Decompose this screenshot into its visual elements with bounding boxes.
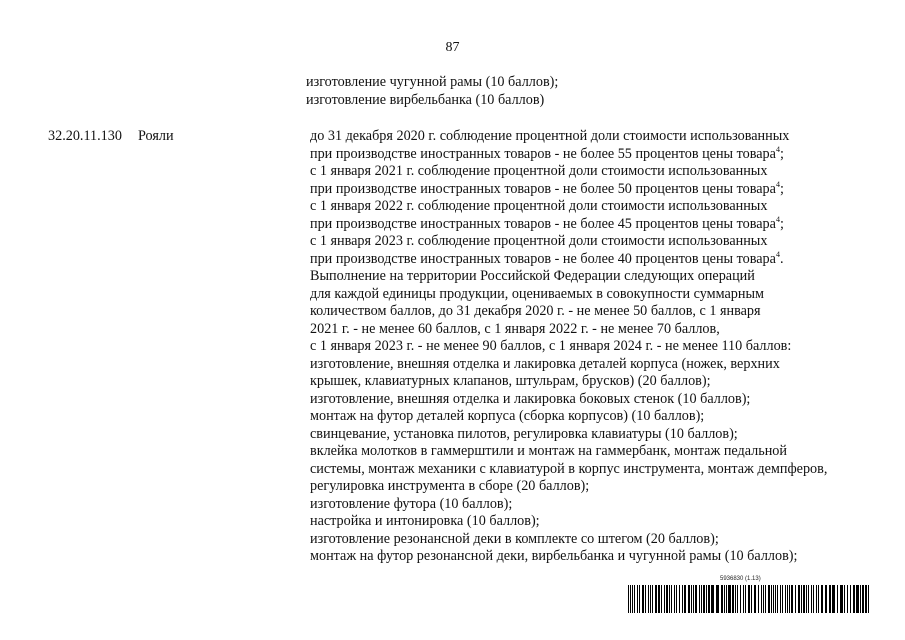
line-punctuation: ;: [779, 145, 784, 162]
requirement-line: [310, 198, 827, 216]
requirement-text: изготовление футора (10 баллов);: [310, 495, 513, 512]
requirement-line: [310, 443, 827, 461]
requirement-line: [310, 373, 827, 391]
product-code: 32.20.11.130: [48, 128, 122, 144]
requirement-line: [310, 496, 827, 514]
requirement-text: до 31 декабря 2020 г. соблюдение процентной доли стоимости использованных: [310, 128, 790, 144]
requirement-line: [310, 513, 827, 531]
requirement-text: изготовление, внешняя отделка и лакировка деталей корпуса (ножек, верхних: [310, 355, 780, 372]
product-name: Рояли: [138, 128, 174, 144]
requirement-line: [310, 303, 827, 321]
requirement-line: [310, 548, 827, 566]
requirement-line: [310, 391, 827, 409]
requirement-line: [310, 251, 827, 269]
requirement-line: [310, 233, 827, 251]
barcode: [628, 576, 872, 616]
requirement-line: [310, 461, 827, 479]
barcode-icon: [628, 585, 872, 613]
requirement-line: [310, 181, 827, 199]
requirement-text: регулировка инструмента в сборе (20 баллов);: [310, 478, 590, 494]
requirement-line: [310, 268, 827, 286]
requirement-text: монтаж на футор резонансной деки, вирбельбанка и чугунной рамы (10 баллов);: [310, 548, 798, 564]
requirement-text: настройка и интонировка (10 баллов);: [310, 513, 540, 529]
intro-continuation: [306, 74, 558, 109]
intro-line: изготовление чугунной рамы (10 баллов);: [306, 74, 559, 90]
requirement-text: количеством баллов, до 31 декабря 2020 г. - не менее 50 баллов, с 1 января: [310, 303, 761, 319]
requirement-line: [310, 216, 827, 234]
requirement-text: системы, монтаж механики с клавиатурой в корпус инструмента, монтаж демпферов,: [310, 460, 828, 477]
line-punctuation: ;: [779, 215, 784, 232]
requirement-text: 2021 г. - не менее 60 баллов, с 1 января 2022 г. - не менее 70 баллов,: [310, 320, 720, 337]
line-punctuation: .: [779, 250, 784, 267]
footnote-marker: 4: [775, 249, 780, 259]
barcode-caption: 5936830 (1.13): [720, 576, 761, 582]
requirement-text: монтаж на футор деталей корпуса (сборка корпусов) (10 баллов);: [310, 408, 705, 424]
requirement-line: [310, 286, 827, 304]
requirement-text: при производстве иностранных товаров - не более 50 процентов цены товара: [310, 180, 776, 197]
requirement-line: [310, 163, 827, 181]
footnote-marker: 4: [775, 144, 780, 154]
requirement-text: крышек, клавиатурных клапанов, штульрам, брусков) (20 баллов);: [310, 373, 711, 389]
requirement-text: Выполнение на территории Российской Федерации следующих операций: [310, 268, 755, 284]
footnote-marker: 4: [775, 214, 780, 224]
requirements-text: [310, 128, 827, 566]
page-number: 87: [445, 40, 460, 55]
requirement-line: [310, 531, 827, 549]
requirement-text: свинцевание, установка пилотов, регулировка клавиатуры (10 баллов);: [310, 425, 738, 442]
intro-line: изготовление вирбельбанка (10 баллов): [306, 91, 545, 108]
line-punctuation: ;: [779, 180, 784, 197]
footnote-marker: 4: [775, 179, 780, 189]
requirement-line: [310, 128, 827, 146]
requirement-line: [310, 408, 827, 426]
requirement-text: с 1 января 2023 г. - не менее 90 баллов, с 1 января 2024 г. - не менее 110 баллов:: [310, 338, 792, 354]
requirement-line: [310, 146, 827, 164]
requirement-text: изготовление, внешняя отделка и лакировка боковых стенок (10 баллов);: [310, 390, 751, 407]
requirement-line: [310, 426, 827, 444]
requirement-text: с 1 января 2022 г. соблюдение процентной доли стоимости использованных: [310, 198, 768, 214]
requirement-text: при производстве иностранных товаров - не более 55 процентов цены товара: [310, 145, 776, 162]
requirement-text: вклейка молотков в гаммерштили и монтаж на гаммербанк, монтаж педальной: [310, 443, 787, 459]
requirement-text: изготовление резонансной деки в комплекте со штегом (20 баллов);: [310, 530, 719, 547]
requirement-line: [310, 356, 827, 374]
requirement-text: при производстве иностранных товаров - не более 40 процентов цены товара: [310, 250, 776, 267]
requirement-line: [310, 321, 827, 339]
requirement-line: [310, 338, 827, 356]
requirement-line: [310, 478, 827, 496]
requirement-text: с 1 января 2021 г. соблюдение процентной доли стоимости использованных: [310, 163, 768, 179]
requirement-text: для каждой единицы продукции, оцениваемых в совокупности суммарным: [310, 285, 765, 302]
requirement-text: при производстве иностранных товаров - не более 45 процентов цены товара: [310, 215, 776, 232]
requirement-text: с 1 января 2023 г. соблюдение процентной доли стоимости использованных: [310, 233, 768, 249]
